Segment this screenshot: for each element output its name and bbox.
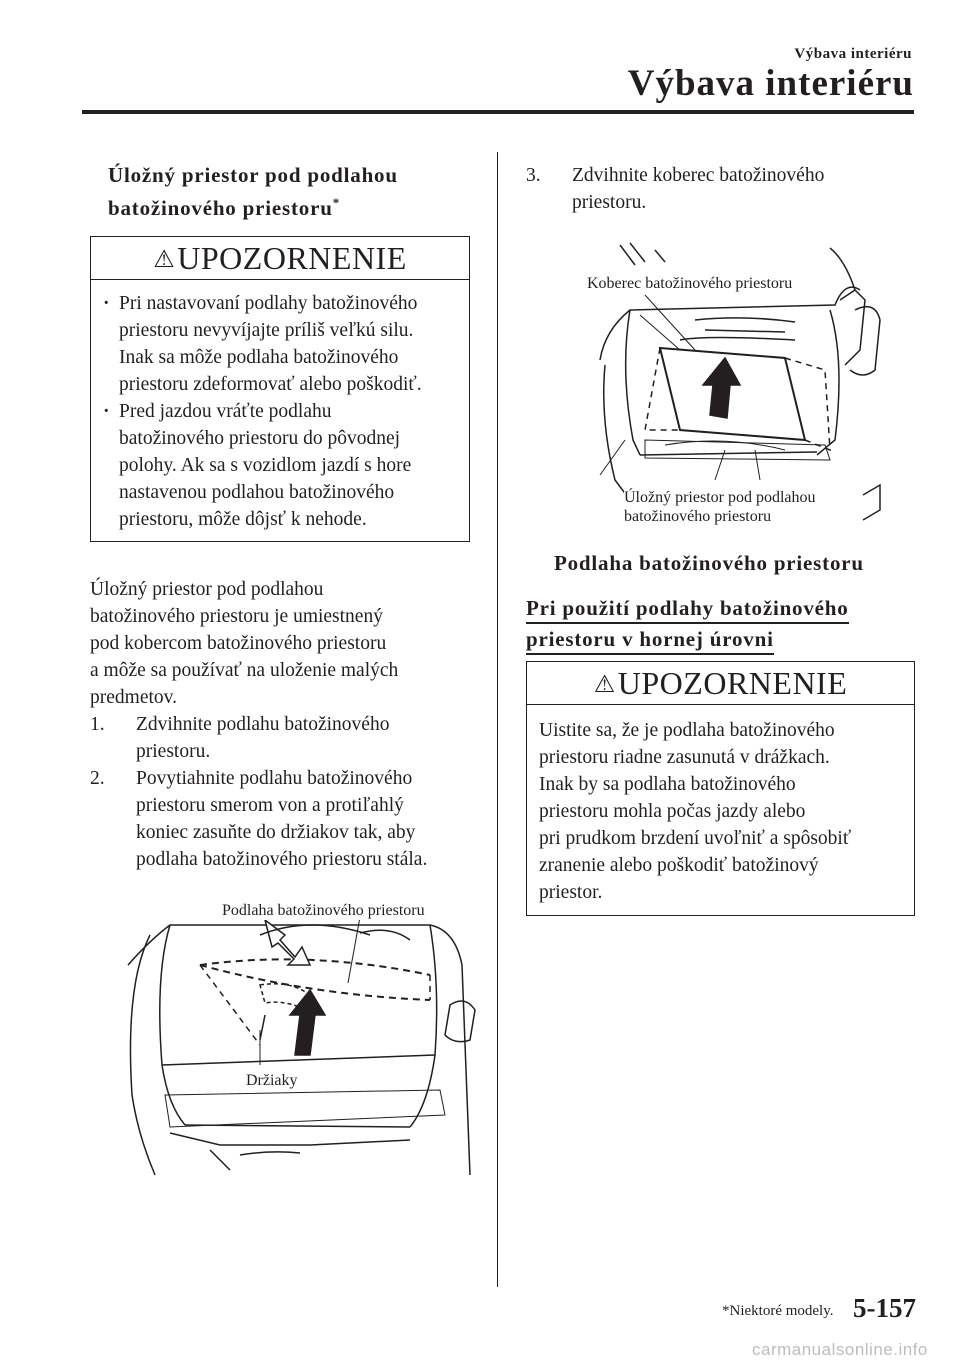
caution-box-1 [90, 236, 470, 542]
step-number: 1. [90, 714, 105, 735]
text-line: predmetov. [90, 687, 177, 708]
caution-bullet-1 [99, 290, 459, 398]
step-3 [526, 162, 926, 216]
text-line: koniec zasuňte do držiakov tak, aby [136, 822, 416, 843]
step-2 [90, 765, 490, 873]
figure2-label-carpet: Koberec batožinového priestoru [587, 275, 793, 292]
text-line: priestoru nevyvíjajte príliš veľkú silu. [119, 320, 414, 341]
text-line: pod kobercom batožinového priestoru [90, 633, 387, 654]
text-line: Zdvihnite podlahu batožinového [136, 714, 390, 735]
text-line: priestoru. [136, 741, 211, 762]
subheading [526, 593, 849, 655]
text-line: a môže sa používať na uloženie malých [90, 660, 399, 681]
figure1-label-floor: Podlaha batožinového priestoru [222, 902, 425, 919]
text-line: priestoru, môže dôjsť k nehode. [119, 509, 367, 530]
caution-title-text: UPOZORNENIE [617, 665, 848, 701]
intro-paragraph [90, 576, 490, 711]
caution-title-2 [527, 662, 914, 705]
text-line: priestor. [539, 882, 603, 903]
text-line: batožinového priestoru je umiestnený [90, 606, 383, 627]
caution-body-1 [91, 280, 469, 533]
running-header-small: Výbava interiéru [794, 46, 912, 62]
text-line: Úložný priestor pod podlahou [624, 489, 816, 506]
caution-body-2 [527, 705, 914, 906]
page-number: 5-157 [853, 1293, 916, 1323]
text-line: Povytiahnite podlahu batožinového [136, 768, 413, 789]
step-number: 3. [526, 165, 541, 186]
text-line: priestoru mohla počas jazdy alebo [539, 801, 806, 822]
text-line: podlaha batožinového priestoru stála. [136, 849, 428, 870]
step-1 [90, 711, 490, 765]
text-line: zranenie alebo poškodiť batožinový [539, 855, 819, 876]
header-rule [82, 110, 914, 114]
text-line: batožinového priestoru do pôvodnej [119, 428, 401, 449]
warning-triangle-icon: ⚠ [593, 672, 616, 698]
figure2-caption: Podlaha batožinového priestoru [554, 551, 864, 575]
caution-box-2 [526, 661, 915, 916]
text-line: · Pred jazdou vráťte podlahu [119, 401, 332, 422]
running-header-title: Výbava interiéru [627, 63, 914, 104]
warning-triangle-icon: ⚠ [153, 247, 176, 273]
text-line: polohy. Ak sa s vozidlom jazdí s hore [119, 455, 412, 476]
text-line: · Pri nastavovaní podlahy batožinového [119, 293, 418, 314]
steps-list [90, 711, 490, 873]
figure1-label-holders: Držiaky [246, 1072, 298, 1089]
caution-title-1 [91, 237, 469, 280]
step-number: 2. [90, 768, 105, 789]
subheading-line1: Pri použití podlahy batožinového [526, 596, 849, 624]
footnote: *Niektoré modely. [722, 1303, 834, 1319]
text-line: batožinového priestoru [624, 508, 772, 525]
figure2-label-storage [624, 488, 816, 526]
text-line: nastavenou podlahou batožinového [119, 482, 395, 503]
text-line: priestoru smerom von a protiľahlý [136, 795, 404, 816]
caution-bullet-2 [99, 398, 459, 533]
luggage-floor-illustration [110, 895, 480, 1180]
text-line: priestoru riadne zasunutá v drážkach. [539, 747, 830, 768]
text-line: priestoru. [572, 192, 647, 213]
text-line: Úložný priestor pod podlahou [90, 579, 324, 600]
text-line: Inak by sa podlaha batožinového [539, 774, 796, 795]
section-heading-line2: batožinového priestoru [108, 196, 333, 220]
section-heading [108, 162, 398, 222]
model-note-mark: * [332, 195, 340, 210]
text-line: priestoru zdeformovať alebo poškodiť. [119, 374, 422, 395]
text-line: Inak sa môže podlaha batožinového [119, 347, 399, 368]
text-line: Uistite sa, že je podlaha batožinového [539, 720, 835, 741]
subheading-line2: priestoru v hornej úrovni [526, 627, 774, 655]
column-divider [497, 152, 498, 1287]
section-heading-line1: Úložný priestor pod podlahou [108, 163, 398, 187]
caution-title-text: UPOZORNENIE [177, 240, 407, 276]
text-line: Zdvihnite koberec batožinového [572, 165, 825, 186]
text-line: pri prudkom brzdení uvoľniť a spôsobiť [539, 828, 852, 849]
watermark: carmanualsonline.info [752, 1340, 928, 1359]
